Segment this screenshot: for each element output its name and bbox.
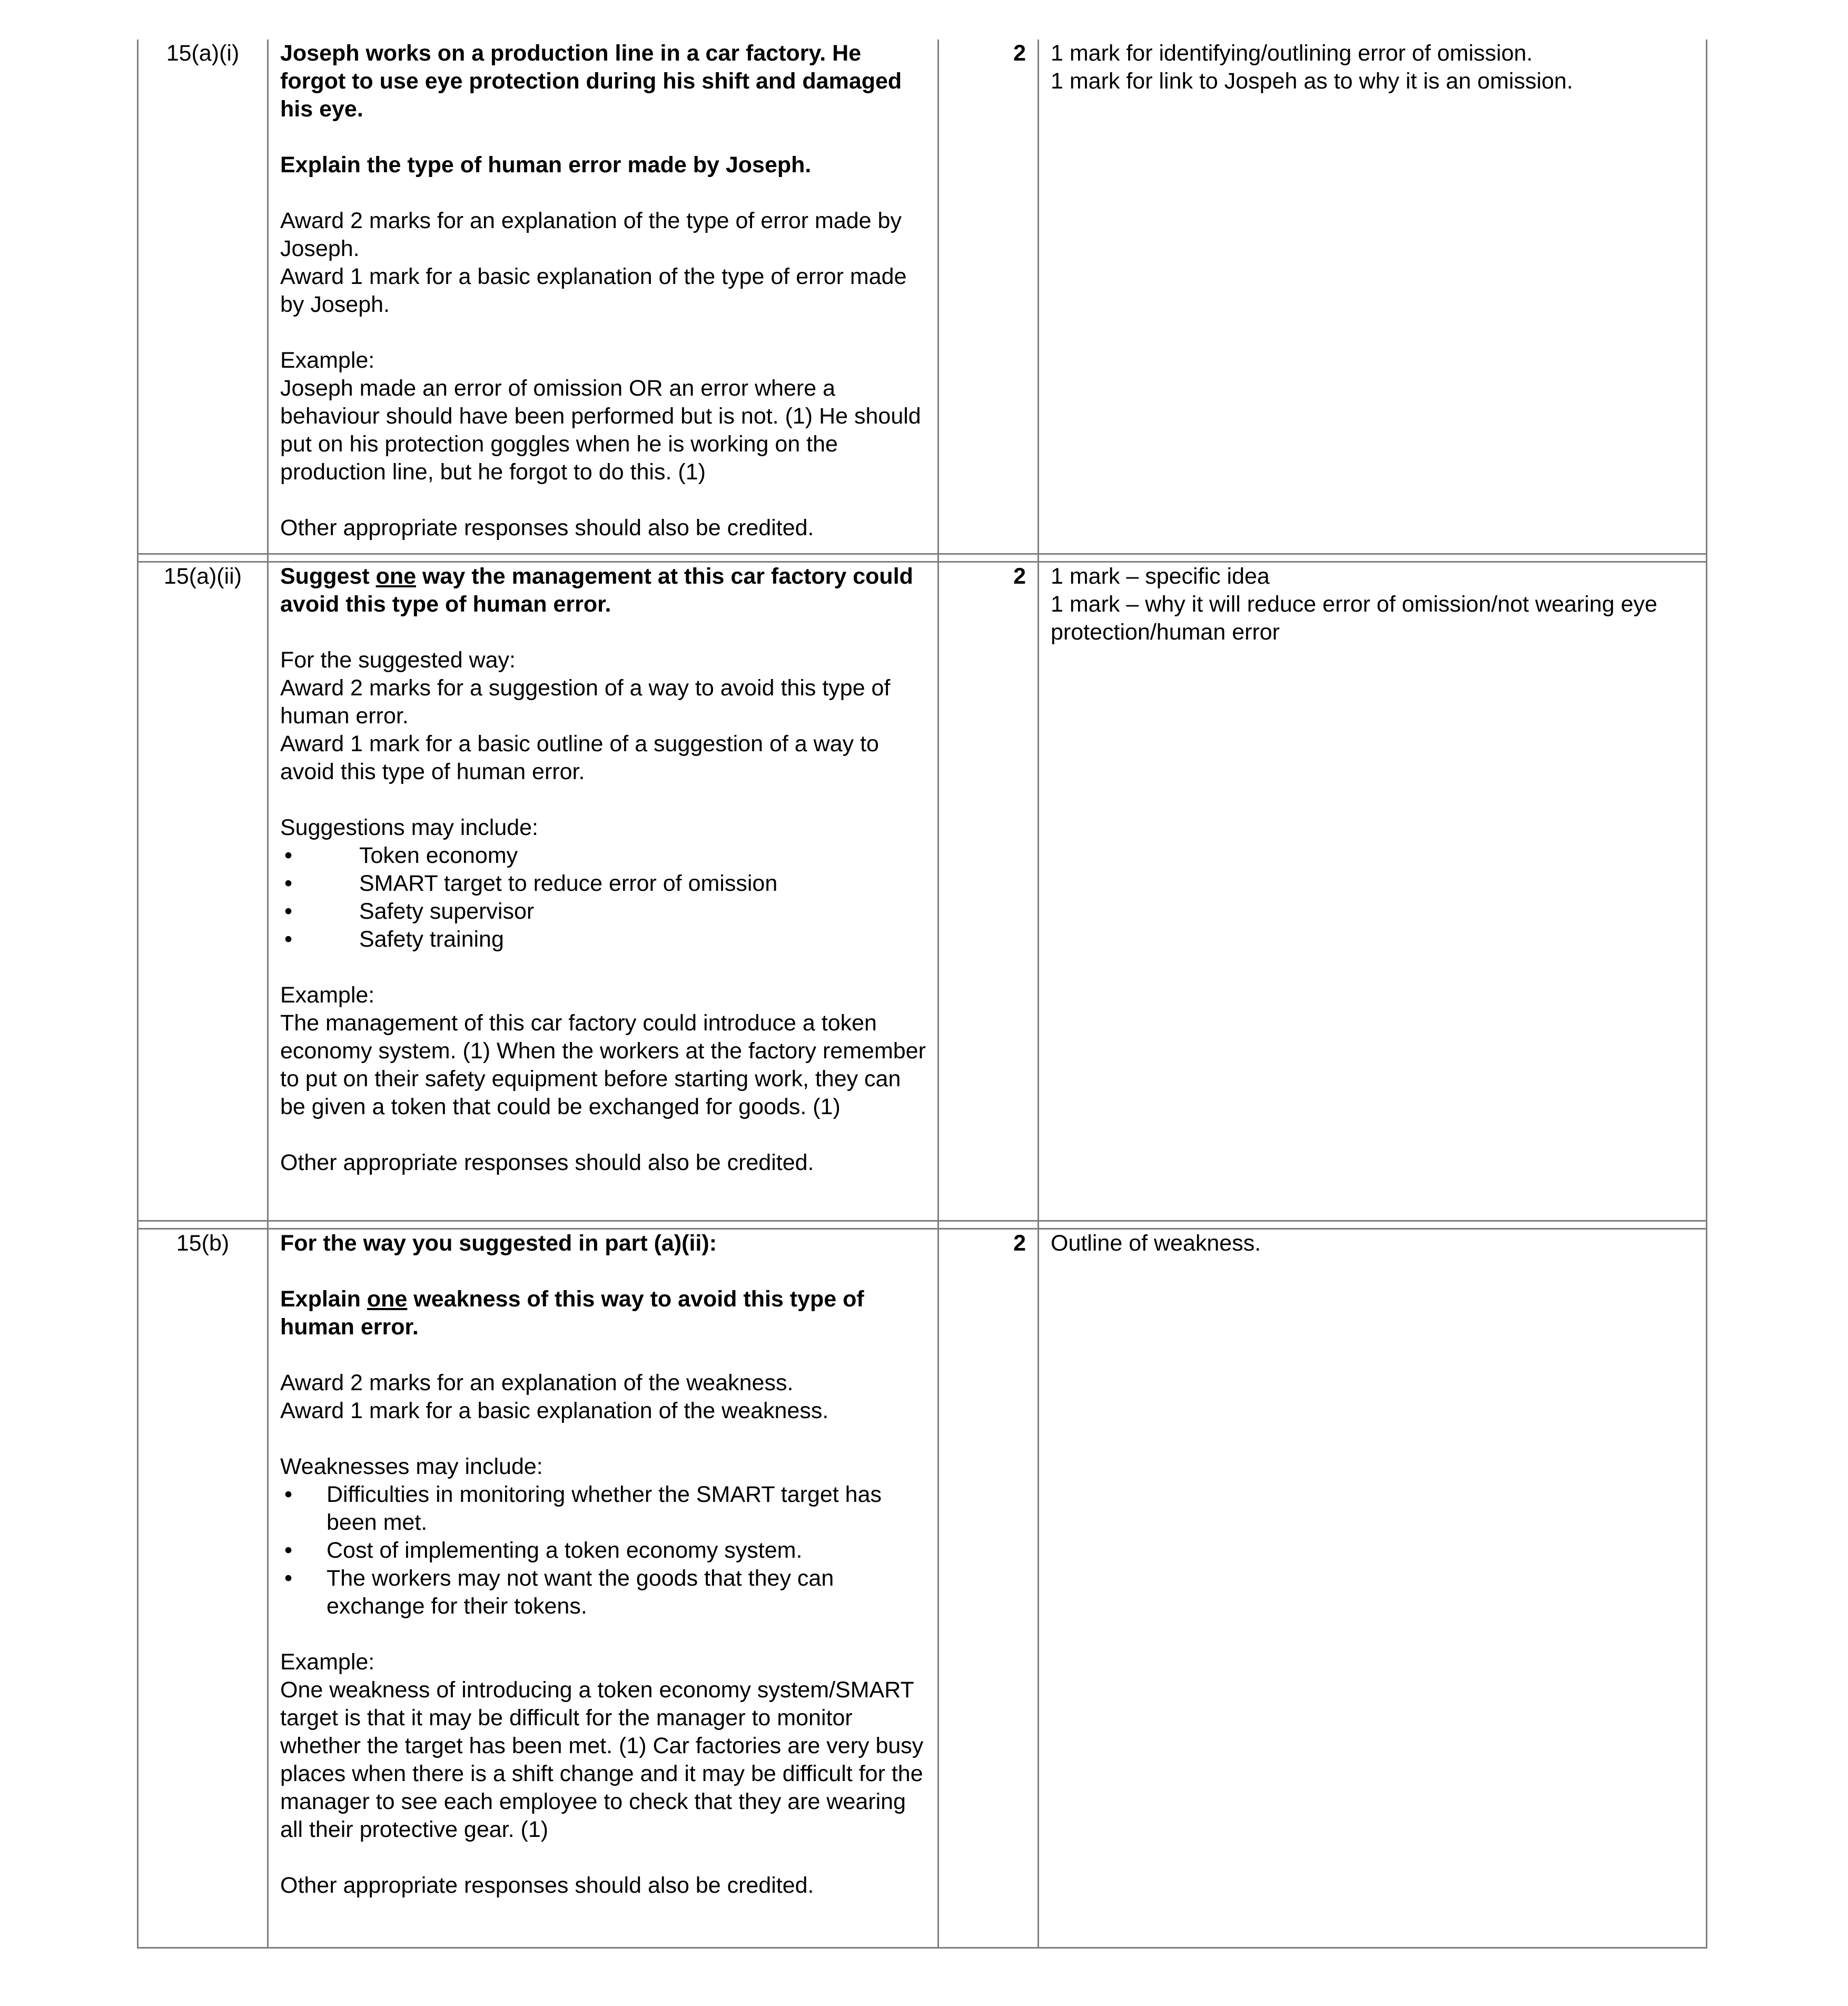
question-text: Joseph works on a production line in a car factory. He forgot to use eye protection during his shift and damaged his eye. <box>280 41 902 122</box>
credit-note: Other appropriate responses should also be credited. <box>280 1150 814 1175</box>
question-number-cell <box>137 1230 267 1949</box>
question-number: 15(a)(i) <box>166 41 240 66</box>
example-text: The management of this car factory could introduce a token economy system. (1) When the workers at the factory remember to put on their safety equipment before starting work, they can be given a token that could be exchanged for goods. (1) <box>280 1010 926 1119</box>
question-text: Explain one weakness of this way to avoid this type of human error. <box>280 1286 864 1340</box>
weakness-list <box>280 1481 927 1620</box>
table-row <box>137 1230 1707 1949</box>
list-item: • Safety training <box>280 926 927 953</box>
list-item: • Cost of implementing a token economy system. <box>280 1537 927 1565</box>
mark-scheme-table <box>137 40 1707 1949</box>
credit-note: Other appropriate responses should also be credited. <box>280 515 814 540</box>
question-number-cell <box>137 563 267 1220</box>
question-cell <box>267 563 937 1220</box>
list-heading: Weaknesses may include: <box>280 1454 543 1479</box>
marks-value: 2 <box>1013 564 1026 589</box>
question-number: 15(a)(ii) <box>163 564 242 589</box>
list-item: • SMART target to reduce error of omission <box>280 870 927 898</box>
guidance-line: 1 mark for link to Jospeh as to why it is an omission. <box>1051 68 1573 94</box>
question-text: Suggest one way the management at this car factory could avoid this type of human error. <box>280 564 913 617</box>
credit-note: Other appropriate responses should also be credited. <box>280 1873 814 1898</box>
list-item: • Token economy <box>280 842 927 870</box>
question-number: 15(b) <box>176 1231 230 1256</box>
list-item: • Difficulties in monitoring whether the SMART target has been met. <box>280 1481 927 1537</box>
guidance-line: 1 mark for identifying/outlining error of omission. <box>1051 41 1533 66</box>
question-command: Explain the type of human error made by Joseph. <box>280 152 812 178</box>
marks-value: 2 <box>1013 41 1026 66</box>
marks-cell <box>937 1230 1037 1949</box>
question-number-cell <box>137 40 267 553</box>
example-heading: Example: <box>280 348 375 373</box>
list-item: • The workers may not want the goods that they can exchange for their tokens. <box>280 1565 927 1620</box>
suggestion-list <box>280 842 927 953</box>
award-line: Award 1 mark for a basic explanation of the type of error made by Joseph. <box>280 264 907 317</box>
row-separator <box>137 1220 1707 1230</box>
guidance-cell <box>1037 563 1707 1220</box>
guidance-line: 1 mark – why it will reduce error of omission/not wearing eye protection/human error <box>1051 592 1657 645</box>
award-line: Award 1 mark for a basic explanation of the weakness. <box>280 1398 829 1423</box>
question-cell <box>267 40 937 553</box>
example-heading: Example: <box>280 1649 375 1675</box>
award-line: Award 2 marks for a suggestion of a way to avoid this type of human error. <box>280 675 891 729</box>
award-heading: For the suggested way: <box>280 647 516 673</box>
marks-value: 2 <box>1013 1231 1026 1256</box>
table-row <box>137 40 1707 553</box>
list-item: • Safety supervisor <box>280 898 927 926</box>
example-heading: Example: <box>280 982 375 1008</box>
guidance-cell <box>1037 1230 1707 1949</box>
question-cell <box>267 1230 937 1949</box>
example-text: One weakness of introducing a token economy system/SMART target is that it may be difficult for the manager to monitor whether the target has been met. (1) Car factories are very busy places when there is a shift change and it may be difficult for the manager to see each employee to check that they are wearing all their protective gear. (1) <box>280 1677 924 1842</box>
table-row <box>137 563 1707 1220</box>
guidance-cell <box>1037 40 1707 553</box>
marks-cell <box>937 563 1037 1220</box>
question-lead: For the way you suggested in part (a)(ii): <box>280 1231 717 1256</box>
guidance-line: 1 mark – specific idea <box>1051 564 1270 589</box>
guidance-line: Outline of weakness. <box>1051 1231 1261 1256</box>
marks-cell <box>937 40 1037 553</box>
row-separator <box>137 553 1707 563</box>
award-line: Award 2 marks for an explanation of the weakness. <box>280 1370 794 1395</box>
example-text: Joseph made an error of omission OR an error where a behaviour should have been performed but is not. (1) He should put on his protection goggles when he is working on the production line, but he forgot to do this. (1) <box>280 376 921 485</box>
award-line: Award 2 marks for an explanation of the type of error made by Joseph. <box>280 208 902 261</box>
list-heading: Suggestions may include: <box>280 815 539 840</box>
award-line: Award 1 mark for a basic outline of a suggestion of a way to avoid this type of human error. <box>280 731 879 784</box>
